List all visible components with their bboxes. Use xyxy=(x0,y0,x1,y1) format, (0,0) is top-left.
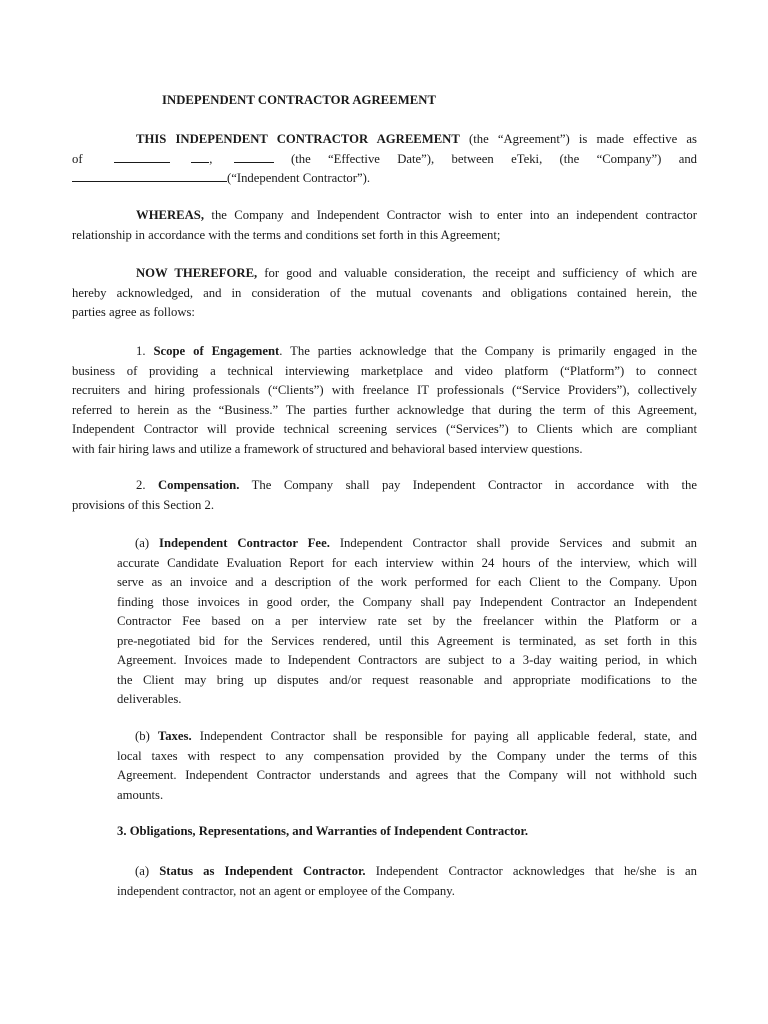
section-1-line: recruiters and hiring professionals (“Clients”) with freelance IT professionals (“Service Providers”), collectively xyxy=(72,383,697,397)
contractor-name-blank xyxy=(72,169,227,182)
section-2b-taxes xyxy=(117,727,697,805)
section-2a-label: (a) xyxy=(135,536,160,550)
section-1-heading: Scope of Engagement xyxy=(153,344,280,358)
section-1-number: 1. xyxy=(136,344,154,358)
section-2a-heading: Independent Contractor Fee. xyxy=(159,536,330,550)
whereas-paragraph xyxy=(72,206,697,245)
now-therefore-line3: parties agree as follows: xyxy=(72,305,195,319)
section-2-text: The Company shall pay Independent Contractor in accordance with the xyxy=(239,478,698,492)
section-2a-line: serve as an invoice and a description of the work performed for each Client to the Company. Upon xyxy=(117,575,697,589)
whereas-label: WHEREAS, xyxy=(136,208,205,222)
section-1-scope xyxy=(72,342,697,459)
section-3a-text: Independent Contractor acknowledges that he/she is an xyxy=(365,864,697,878)
intro-contractor: (“Independent Contractor”). xyxy=(227,171,371,185)
section-3-heading: 3. Obligations, Representations, and Warranties of Independent Contractor. xyxy=(117,824,529,838)
section-2b-line: amounts. xyxy=(117,787,164,802)
section-2-line2: provisions of this Section 2. xyxy=(72,497,215,512)
intro-lead-rest: (the “Agreement”) is made effective as xyxy=(459,132,697,146)
section-2b-label: (b) xyxy=(135,729,158,743)
section-2a-line: the Client may bring up disputes and/or request reasonable and appropriate modifications to the xyxy=(117,672,697,687)
section-1-line: Independent Contractor will provide technical screening services (“Services”) to Clients which are compliant xyxy=(72,422,697,436)
date-year-blank xyxy=(234,150,274,163)
now-therefore-text: for good and valuable consideration, the receipt and sufficiency of which are xyxy=(257,266,697,280)
section-2a-line: pre-negotiated bid for the Services rendered, until this Agreement is terminated, as set forth in this xyxy=(117,633,697,648)
section-1-text: . The parties acknowledge that the Company is primarily engaged in the xyxy=(279,344,698,358)
section-2a-line: Contractor Fee based on a per interview rate set by the freelancer within the Platform or a xyxy=(117,614,697,628)
now-therefore-paragraph xyxy=(72,264,697,323)
section-2a-line: finding those invoices in good order, the Company shall pay Independent Contractor an Independent xyxy=(117,594,697,609)
section-1-line: referred to herein as the “Business.” The parties further acknowledge that during the term of this Agreement, xyxy=(72,402,697,417)
intro-effective-date: (the “Effective Date”), between eTeki, (the “Company”) and xyxy=(291,151,698,166)
date-day-blank xyxy=(191,150,209,163)
section-3a-label: (a) xyxy=(135,864,160,878)
section-1-line: with fair hiring laws and utilize a framework of structured and behavioral based interview questions. xyxy=(72,441,583,456)
section-2a-text: Independent Contractor shall provide Services and submit an xyxy=(329,536,697,550)
section-3a-status xyxy=(117,862,697,901)
section-2a-fee xyxy=(117,534,697,710)
section-1-line: business of providing a technical interviewing marketplace and video platform (“Platform”) to connect xyxy=(72,363,697,378)
section-2-number: 2. xyxy=(136,478,158,492)
section-3a-heading: Status as Independent Contractor. xyxy=(159,864,366,878)
date-month-blank xyxy=(114,150,170,163)
whereas-text: the Company and Independent Contractor wish to enter into an independent contractor xyxy=(204,208,697,222)
section-2b-text: Independent Contractor shall be responsible for paying all applicable federal, state, and xyxy=(191,729,698,743)
document-title: INDEPENDENT CONTRACTOR AGREEMENT xyxy=(162,93,436,107)
section-2b-line: local taxes with respect to any compensation provided by the Company under the terms of this xyxy=(117,748,697,763)
section-2b-heading: Taxes. xyxy=(157,729,192,743)
whereas-line2: relationship in accordance with the terms and conditions set forth in this Agreement; xyxy=(72,227,501,242)
section-2-heading: Compensation. xyxy=(157,478,240,492)
intro-lead: THIS INDEPENDENT CONTRACTOR AGREEMENT xyxy=(136,132,460,146)
intro-of: of xyxy=(72,151,83,166)
section-3a-line2: independent contractor, not an agent or employee of the Company. xyxy=(117,883,455,898)
now-therefore-line2: hereby acknowledged, and in consideration of the mutual covenants and obligations contained herein, the xyxy=(72,285,697,300)
section-2a-line: accurate Candidate Evaluation Report for each interview within 24 hours of the interview, which will xyxy=(117,555,697,570)
section-2a-line: Agreement. Invoices made to Independent Contractors are subject to a 3-day waiting period, in which xyxy=(117,653,697,667)
section-2a-line: deliverables. xyxy=(117,692,182,706)
section-2b-line: Agreement. Independent Contractor understands and agrees that the Company will not withhold such xyxy=(117,768,697,782)
now-therefore-label: NOW THEREFORE, xyxy=(136,266,258,280)
intro-paragraph: THIS INDEPENDENT CONTRACTOR AGREEMENT (the “Agreement”) is made effective as of , (the “Effective Date”), between eTeki, (the “Company”) and (“Independent Contractor”). xyxy=(72,132,698,185)
section-2-compensation xyxy=(72,476,697,515)
